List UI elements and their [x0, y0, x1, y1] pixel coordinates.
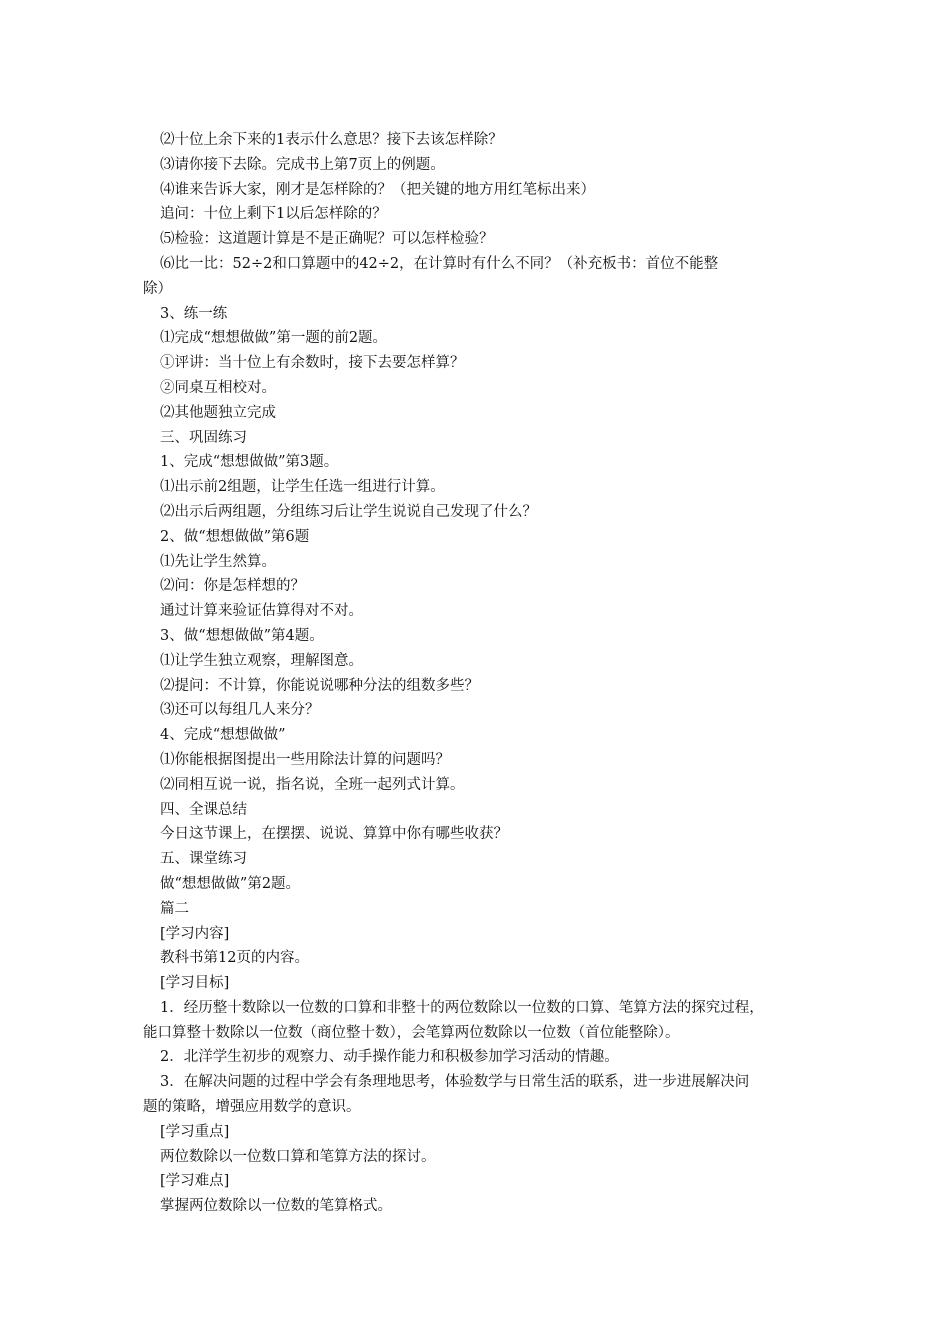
- text-line: 1．经历整十数除以一位数的口算和非整十的两位数除以一位数的口算、笔算方法的探究过程，: [160, 999, 764, 1016]
- text-line: ①评讲：当十位上有余数时，接下去要怎样算？: [160, 355, 465, 372]
- text-line: 做“想想做做”第2题。: [160, 875, 301, 892]
- text-line: ⑴先让学生然算。: [160, 553, 276, 570]
- text-line: 五、课堂练习: [160, 851, 247, 868]
- text-line: ⑴出示前2组题，让学生任选一组进行计算。: [160, 479, 445, 496]
- text-line: 题的策略，增强应用数学的意识。: [143, 1099, 361, 1116]
- text-line: 掌握两位数除以一位数的笔算格式。: [160, 1198, 392, 1215]
- text-line: ⑷谁来告诉大家，刚才是怎样除的？（把关键的地方用红笔标出来）: [160, 181, 595, 198]
- text-line: ⑴完成“想想做做”第一题的前2题。: [160, 330, 388, 347]
- text-line: 能口算整十数除以一位数（商位整十数），会笔算两位数除以一位数（首位能整除）。: [143, 1024, 680, 1041]
- text-line: 3、练一练: [160, 305, 228, 322]
- text-line: [学习重点]: [160, 1123, 230, 1140]
- text-line: ⑹比一比：52÷2和口算题中的42÷2，在计算时有什么不同？（补充板书：首位不能整: [160, 255, 719, 272]
- text-line: 篇二: [160, 900, 189, 917]
- text-line: [学习难点]: [160, 1173, 230, 1190]
- text-line: ⑵十位上余下来的1表示什么意思？接下去该怎样除？: [160, 132, 503, 148]
- text-line: ⑵提问：不计算，你能说说哪种分法的组数多些？: [160, 677, 479, 694]
- text-line: ⑸检验：这道题计算是不是正确呢？可以怎样检验？: [160, 231, 494, 248]
- text-line: ②同桌互相校对。: [160, 379, 276, 396]
- text-line: ⑵其他题独立完成: [160, 404, 276, 421]
- text-line: 四、全课总结: [160, 801, 247, 818]
- text-line: ⑴让学生独立观察，理解图意。: [160, 652, 363, 669]
- text-line: 1、完成“想想做做”第3题。: [160, 454, 339, 471]
- text-line: [学习内容]: [160, 925, 230, 942]
- text-line: [学习目标]: [160, 975, 230, 992]
- text-line: ⑶请你接下去除。完成书上第7页上的例题。: [160, 156, 445, 173]
- text-line: 3．在解决问题的过程中学会有条理地思考，体验数学与日常生活的联系，进一步进展解决问: [160, 1074, 750, 1091]
- text-line: 三、巩固练习: [160, 429, 247, 446]
- text-line: ⑴你能根据图提出一些用除法计算的问题吗？: [160, 751, 450, 768]
- text-line: 今日这节课上，在摆摆、说说、算算中你有哪些收获？: [160, 826, 508, 843]
- text-line: 追问：十位上剩下1以后怎样除的？: [160, 206, 387, 223]
- text-line: ⑵出示后两组题，分组练习后让学生说说自己发现了什么？: [160, 503, 537, 520]
- text-line: 两位数除以一位数口算和笔算方法的探讨。: [160, 1148, 436, 1165]
- text-line: 2．北洋学生初步的观察力、动手操作能力和积极参加学习活动的情趣。: [160, 1049, 619, 1066]
- text-line: 4、完成“想想做做”: [160, 727, 286, 744]
- text-line: 除）: [143, 280, 172, 297]
- text-line: 教科书第12页的内容。: [160, 950, 309, 967]
- text-line: 3、做“想想做做”第4题。: [160, 627, 324, 644]
- text-line: 通过计算来验证估算得对不对。: [160, 603, 363, 620]
- text-line: ⑵同相互说一说，指名说，全班一起列式计算。: [160, 776, 465, 793]
- document-body: [143, 128, 823, 1219]
- text-line: ⑵问：你是怎样想的？: [160, 578, 305, 595]
- text-line: ⑶还可以每组几人来分？: [160, 702, 320, 719]
- text-line: 2、做“想想做做”第6题: [160, 528, 310, 545]
